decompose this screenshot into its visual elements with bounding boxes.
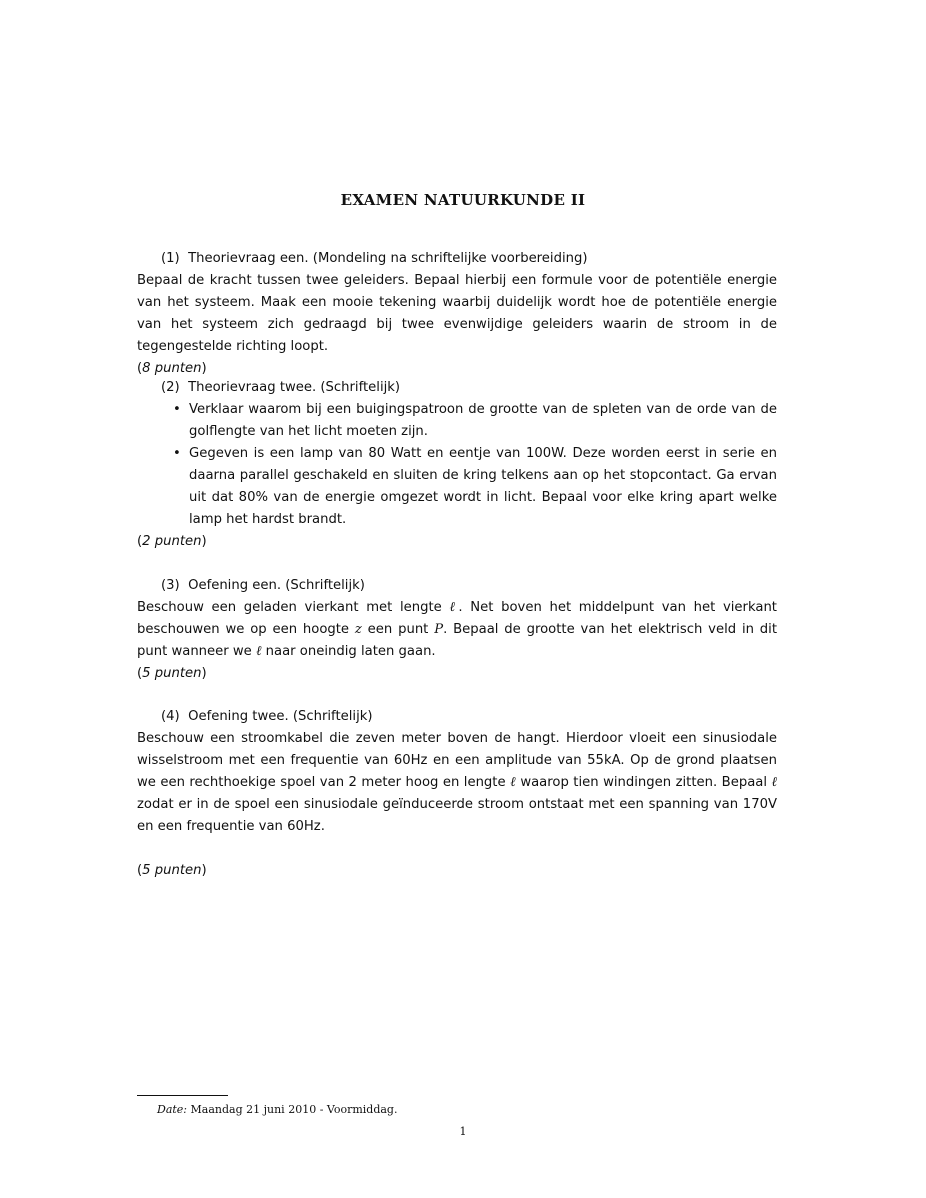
text-run: een punt [361,622,435,637]
question-heading-text: Oefening een. (Schriftelijk) [188,578,365,593]
question-number: (4) [161,709,180,724]
footnote [157,1103,397,1116]
question-4 [137,706,777,882]
question-2-points: (2 punten) [137,534,207,549]
text-run: naar oneindig laten gaan. [261,644,436,659]
text-run: . Net boven het middelpunt van het vierkant beschouwen we op een hoogte [137,600,777,637]
text-run: . Bepaal de grootte van het elektrisch veld in dit punt wanneer we [137,622,778,659]
question-number: (2) [161,380,180,395]
text-run: Beschouw een stroomkabel die zeven meter boven de hangt. Hierdoor vloeit een sinusiodale wisselstroom met een frequentie van 60Hz en een amplitude van 55kA. Op de grond plaatsen we een rechthoekige spoel van 2 meter hoog en lengte [137,731,777,790]
math-var: P [434,622,444,637]
text-run: Beschouw een geladen vierkant met lengte [137,600,450,615]
footnote-text: Maandag 21 juni 2010 - Voormiddag. [187,1103,398,1116]
footnote-label: Date: [157,1103,188,1116]
points-text: 8 punten [142,361,202,376]
question-number: (3) [161,578,180,593]
question-heading-text: Theorievraag een. (Mondeling na schriftelijke voorbereiding) [188,251,588,266]
question-4-points: (5 punten) [137,863,207,878]
math-var: ℓ [449,600,459,615]
points-text: 5 punten [142,863,202,878]
question-heading-text: Oefening twee. (Schriftelijk) [188,709,373,724]
math-var: z [354,622,362,637]
question-1-points: (8 punten) [137,361,207,376]
question-3 [137,575,777,685]
question-heading-text: Theorievraag twee. (Schriftelijk) [188,380,401,395]
math-var: ℓ [771,775,777,790]
question-1-text: Bepaal de kracht tussen twee geleiders. Bepaal hierbij een formule voor de potentiële energie van het systeem. Maak een mooie tekening waarbij duidelijk wordt hoe de potentiële energie van het systeem zich gedraagd bij twee evenwijdige geleiders waarin de stroom in de tegengestelde richting loopt. [137,273,777,354]
question-3-text [137,597,777,663]
list-item: • Gegeven is een lamp van 80 Watt en eentje van 100W. Deze worden eerst in serie en daarna parallel geschakeld en sluiten de kring telkens aan op het stopcontact. Ga ervan uit dat 80% van de energie omgezet wordt in licht. Bepaal voor elke kring apart welke lamp het hardst brandt. [137,443,777,531]
points-text: 2 punten [142,534,202,549]
question-4-text [137,728,777,838]
math-var: ℓ [255,644,262,659]
question-4-heading [137,706,777,728]
question-number: (1) [161,251,180,266]
text-run: zodat er in de spoel een sinusiodale geïnduceerde stroom ontstaat met een spanning van 170V en een frequentie van 60Hz. [137,797,777,834]
question-3-points: (5 punten) [137,666,207,681]
question-3-heading [137,575,777,597]
question-1 [137,248,777,380]
page-number: 1 [459,1125,467,1138]
question-2-bullets [137,399,777,531]
question-1-heading [137,248,777,270]
text-run: waarop tien windingen zitten. Bepaal [515,775,772,790]
math-var: ℓ [510,775,516,790]
page-title: EXAMEN NATUURKUNDE II [340,191,586,209]
question-2-heading [137,377,777,399]
footnote-rule [137,1095,228,1096]
points-text: 5 punten [142,666,202,681]
question-2 [137,377,777,553]
list-item: • Verklaar waarom bij een buigingspatroon de grootte van de spleten van de orde van de golflengte van het licht moeten zijn. [137,399,777,443]
